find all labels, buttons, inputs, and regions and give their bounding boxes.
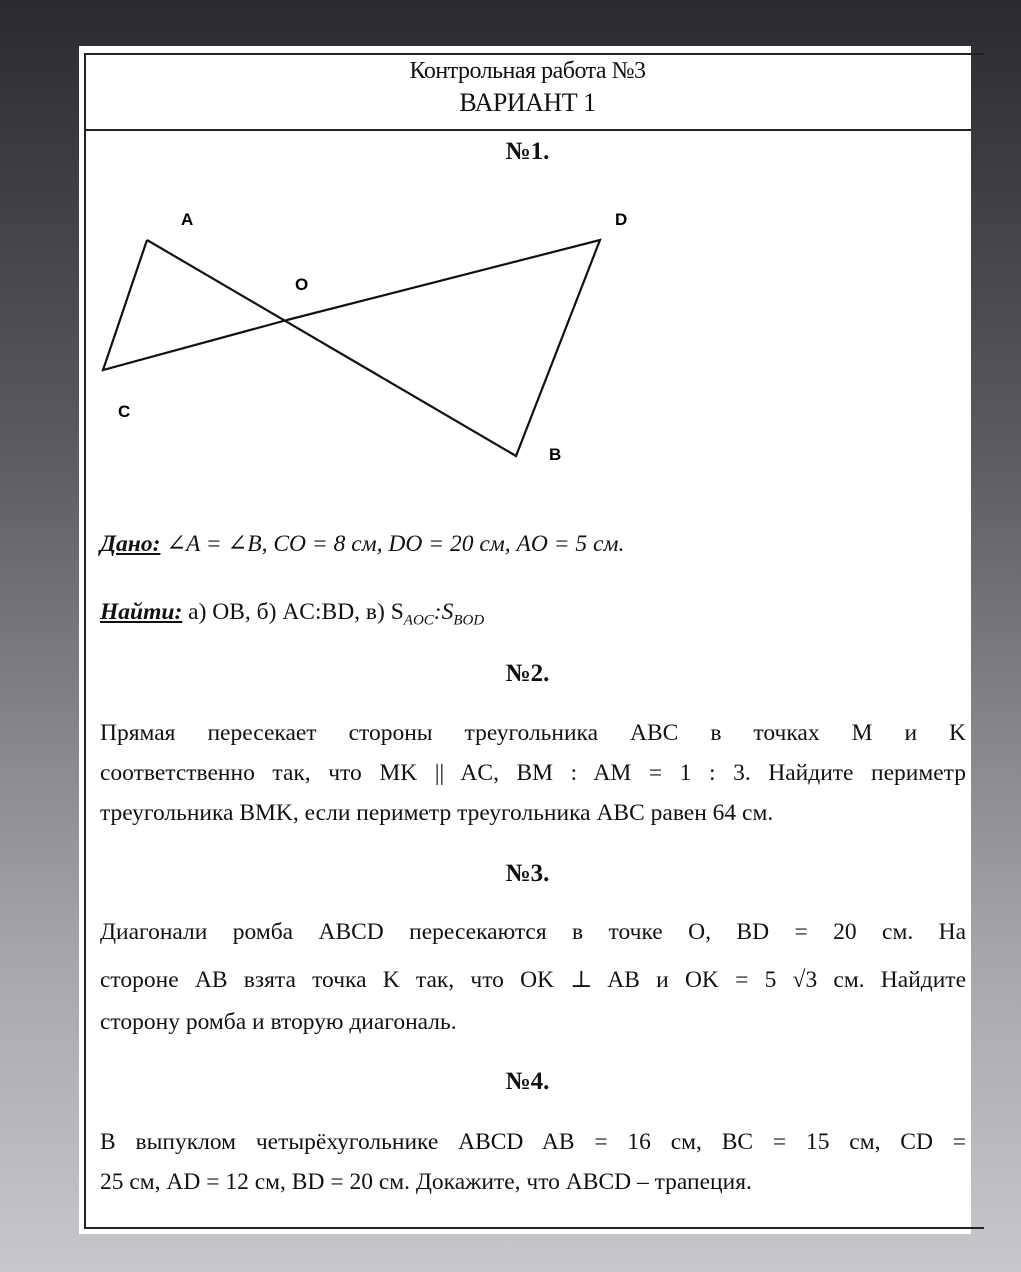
task4-number: №4. (505, 1068, 550, 1095)
given-label: Дано: (100, 531, 161, 557)
task2-line3: треугольника BMK, если периметр треугольника ABC равен 64 см. (100, 800, 774, 826)
task2-number: №2. (505, 660, 550, 687)
task3-number: №3. (505, 860, 550, 887)
task1-figure (84, 190, 684, 480)
task3-line2 (100, 960, 966, 1000)
given-text: ∠A = ∠B, CO = 8 см, DO = 20 см, AO = 5 см. (166, 531, 625, 557)
task3-line3: сторону ромба и вторую диагональ. (100, 1009, 457, 1035)
header-divider (84, 129, 971, 131)
task1-given (100, 524, 966, 564)
task3-line2-start: стороне AB взята точка K так, что OK ⊥ AB и OK = 5 (100, 967, 777, 993)
task2-line2: соответственно так, что MK || AC, BM : AM = 1 : 3. Найдите периметр (100, 760, 966, 786)
find-sub-bod: BOD (453, 612, 485, 629)
task4-line1: В выпуклом четырёхугольнике ABCD AB = 16 см, BC = 15 см, CD = (100, 1129, 966, 1155)
task2-line1: Прямая пересекает стороны треугольника ABC в точках M и K (100, 720, 966, 746)
point-label-A: A (181, 210, 194, 229)
task3-line2-end: см. Найдите (817, 967, 967, 993)
task4-line2: 25 см, AD = 12 см, BD = 20 см. Докажите, что ABCD – трапеция. (100, 1169, 752, 1195)
task1-find (100, 592, 966, 641)
test-title: Контрольная работа №3 (409, 58, 646, 84)
sqrt-3: √3 (792, 967, 818, 993)
point-label-B: B (549, 445, 562, 464)
task3-line1: Диагонали ромба ABCD пересекаются в точке O, BD = 20 см. На (100, 919, 966, 945)
point-label-D: D (615, 210, 628, 229)
variant-title: ВАРИАНТ 1 (459, 88, 596, 117)
task1-number: №1. (505, 138, 550, 165)
point-label-O: O (295, 275, 309, 294)
find-label: Найти: (100, 599, 183, 625)
find-text: а) OB, б) AC:BD, в) S (188, 599, 404, 625)
point-label-C: C (118, 402, 131, 421)
find-mid: :S (433, 599, 454, 625)
find-sub-aoc: AOC (403, 612, 434, 629)
triangle-BOD (147, 240, 600, 456)
